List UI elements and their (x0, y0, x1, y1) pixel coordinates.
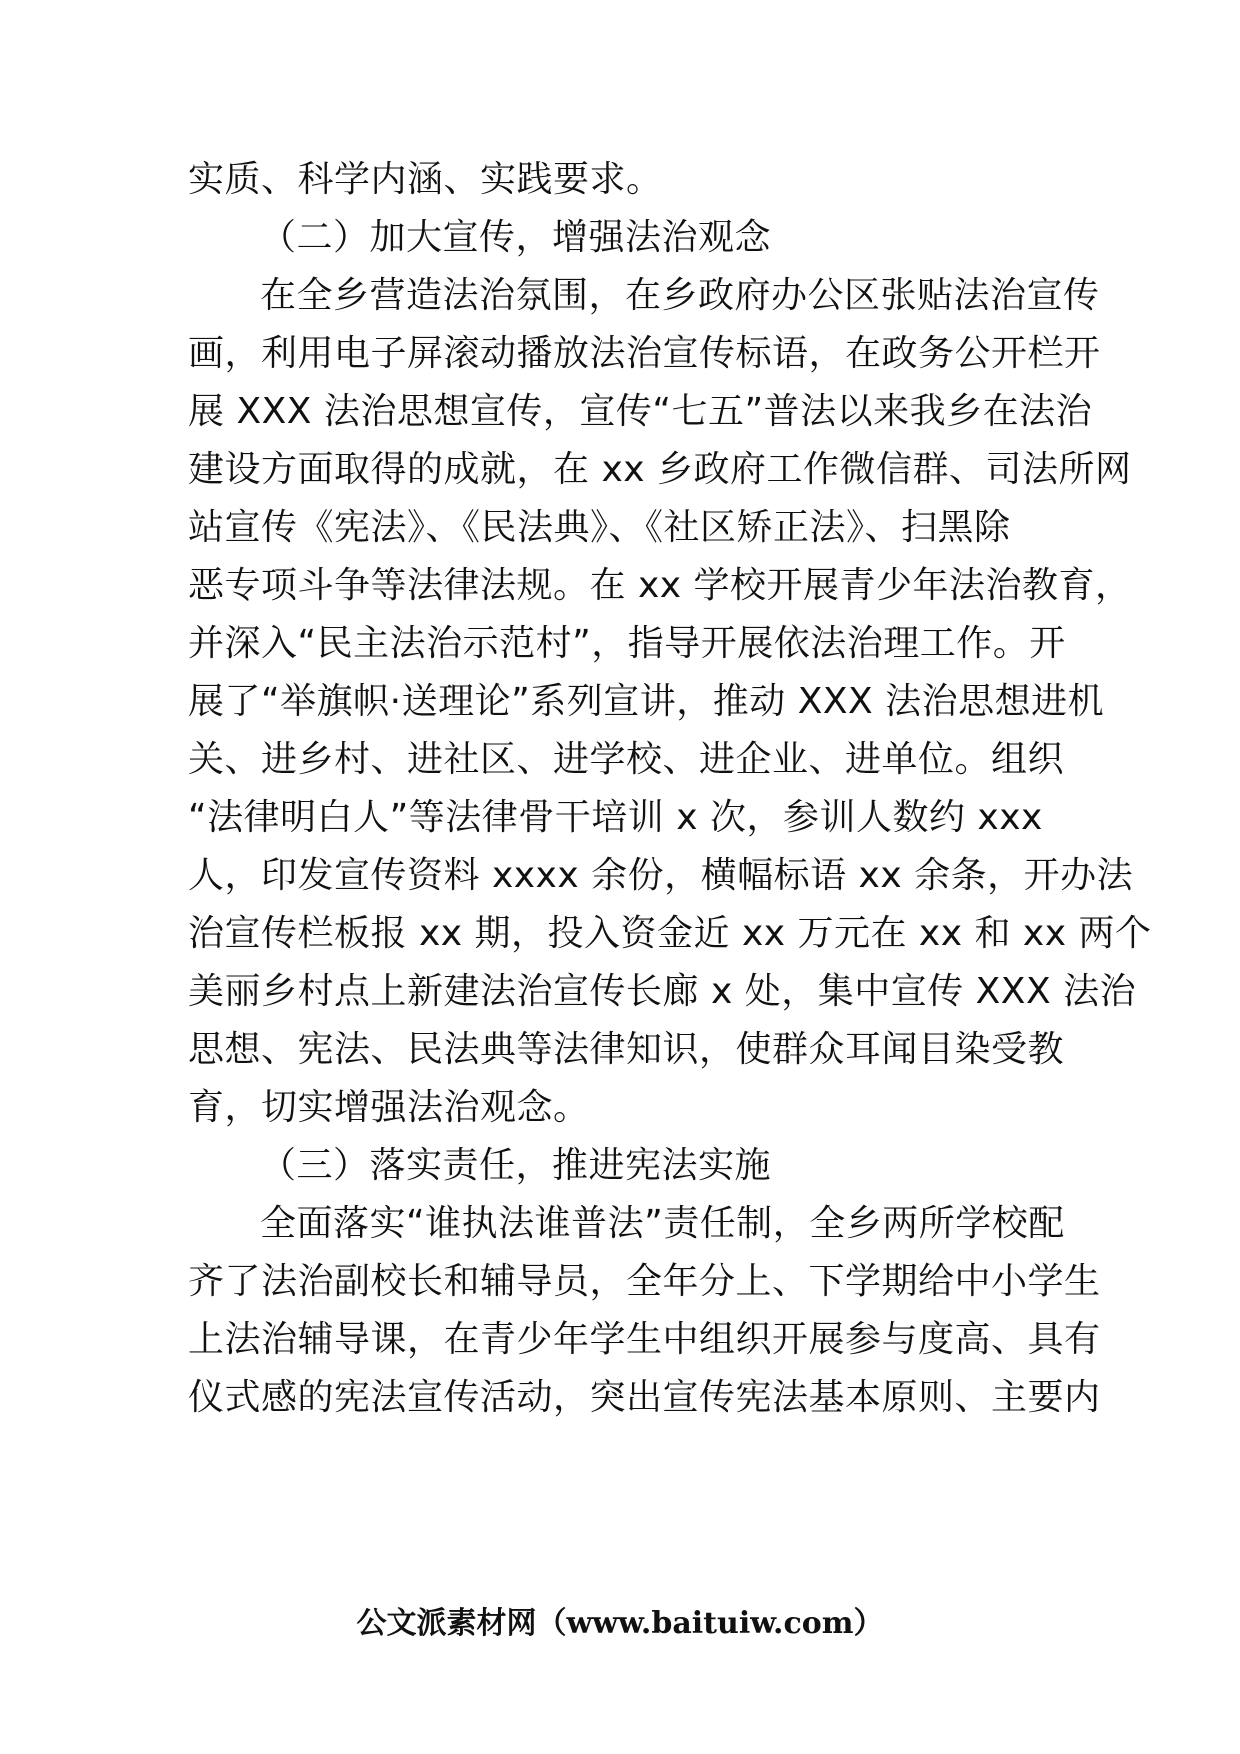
text-line: 齐了法治副校长和辅导员，全年分上、下学期给中小学生 (188, 1261, 1101, 1302)
text-line: 恶专项斗争等法律法规。在 xx 学校开展青少年法治教育， (188, 565, 1132, 606)
text-line: 建设方面取得的成就，在 xx 乡政府工作微信群、司法所网 (188, 449, 1132, 490)
text-line: 展 XXX 法治思想宣传，宣传“七五”普法以来我乡在法治 (188, 391, 1093, 432)
text-line: 展了“举旗帜·送理论”系列宣讲，推动 XXX 法治思想进机 (188, 681, 1105, 722)
text-line: 在全乡营造法治氛围，在乡政府办公区张贴法治宣传 (260, 275, 1100, 316)
text-line: 实质、科学内涵、实践要求。 (188, 159, 663, 200)
text-line: “法律明白人”等法律骨干培训 x 次，参训人数约 xxx (188, 797, 1043, 838)
text-line: 育，切实增强法治观念。 (188, 1087, 590, 1128)
text-line: 站宣传《宪法》、《民法典》、《社区矫正法》、扫黑除 (188, 507, 1011, 548)
text-line: 仪式感的宪法宣传活动，突出宣传宪法基本原则、主要内 (188, 1377, 1101, 1418)
text-line: 美丽乡村点上新建法治宣传长廊 x 处，集中宣传 XXX 法治 (188, 971, 1137, 1012)
section-heading: （二）加大宣传，增强法治观念 (260, 217, 772, 258)
text-line: 人，印发宣传资料 xxxx 余份，横幅标语 xx 余条，开办法 (188, 855, 1134, 896)
text-line: 全面落实“谁执法谁普法”责任制，全乡两所学校配 (260, 1203, 1065, 1244)
text-line: 治宣传栏板报 xx 期，投入资金近 xx 万元在 xx 和 xx 两个 (188, 913, 1152, 954)
text-line: 思想、宪法、民法典等法律知识，使群众耳闻目染受教 (188, 1029, 1065, 1070)
section-heading: （三）落实责任，推进宪法实施 (260, 1145, 772, 1186)
footer-source: 公文派素材网（www.baituiw.com） (356, 1606, 884, 1641)
text-line: 上法治辅导课，在青少年学生中组织开展参与度高、具有 (188, 1319, 1101, 1360)
text-line: 画，利用电子屏滚动播放法治宣传标语，在政务公开栏开 (188, 333, 1101, 374)
text-line: 关、进乡村、进社区、进学校、进企业、进单位。组织 (188, 739, 1065, 780)
text-line: 并深入“民主法治示范村”，指导开展依法治理工作。开 (188, 623, 1066, 664)
